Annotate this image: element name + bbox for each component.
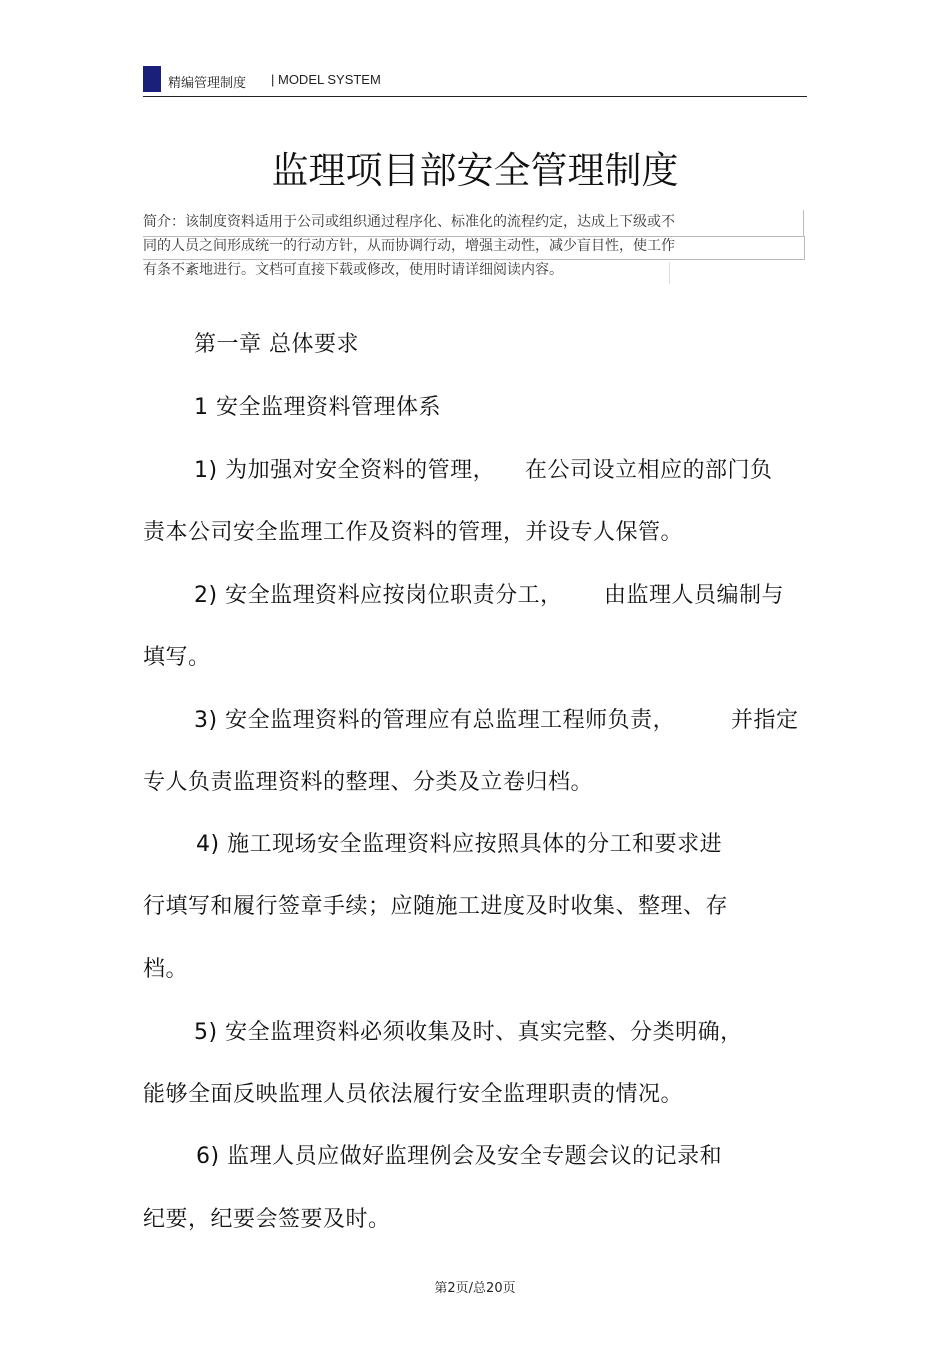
paragraph-line: 责本公司安全监理工作及资料的管理，并设专人保管。: [143, 520, 684, 545]
paragraph-line: 专人负责监理资料的整理、分类及立卷归档。: [143, 770, 594, 795]
paragraph-line: 并指定: [731, 708, 799, 733]
paragraph-line: 档。: [143, 957, 189, 982]
paragraph-line: 4) 施工现场安全监理资料应按照具体的分工和要求进: [196, 832, 723, 857]
section-heading: 1 安全监理资料管理体系: [194, 395, 441, 420]
intro-border: [143, 236, 805, 260]
paragraph-line: 3) 安全监理资料的管理应有总监理工程师负责，: [194, 708, 676, 733]
page-number: 第2页/总20页: [434, 1281, 516, 1296]
paragraph-line: 能够全面反映监理人员依法履行安全监理职责的情况。: [143, 1082, 684, 1107]
header-subtitle: | MODEL SYSTEM: [271, 72, 381, 87]
chapter-heading: 第一章 总体要求: [194, 332, 359, 357]
document-title: 监理项目部安全管理制度: [271, 149, 679, 192]
intro-divider: [669, 262, 670, 284]
header-title: 精编管理制度: [168, 76, 247, 91]
paragraph-line: 纪要，纪要会签要及时。: [143, 1207, 391, 1232]
paragraph-line: 5) 安全监理资料必须收集及时、真实完整、分类明确，: [194, 1020, 743, 1045]
paragraph-line: 由监理人员编制与: [604, 583, 785, 608]
intro-border: [803, 210, 804, 236]
paragraph-line: 6) 监理人员应做好监理例会及安全专题会议的记录和: [196, 1144, 723, 1169]
paragraph-line: 行填写和履行签章手续；应随施工进度及时收集、整理、存: [143, 894, 729, 919]
paragraph-line: 在公司设立相应的部门负: [525, 458, 773, 483]
paragraph-line: 2) 安全监理资料应按岗位职责分工，: [194, 583, 563, 608]
logo-icon: [143, 66, 161, 92]
intro-line: 简介：该制度资料适用于公司或组织通过程序化、标准化的流程约定，达成上下级或不: [143, 214, 675, 230]
intro-line: 同的人员之间形成统一的行动方针，从而协调行动，增强主动性，减少盲目性，使工作: [143, 238, 675, 254]
intro-line: 有条不紊地进行。文档可直接下载或修改，使用时请详细阅读内容。: [143, 262, 563, 278]
paragraph-line: 1) 为加强对安全资料的管理，: [194, 458, 496, 483]
page-header: [143, 66, 807, 97]
paragraph-line: 填写。: [143, 645, 211, 670]
